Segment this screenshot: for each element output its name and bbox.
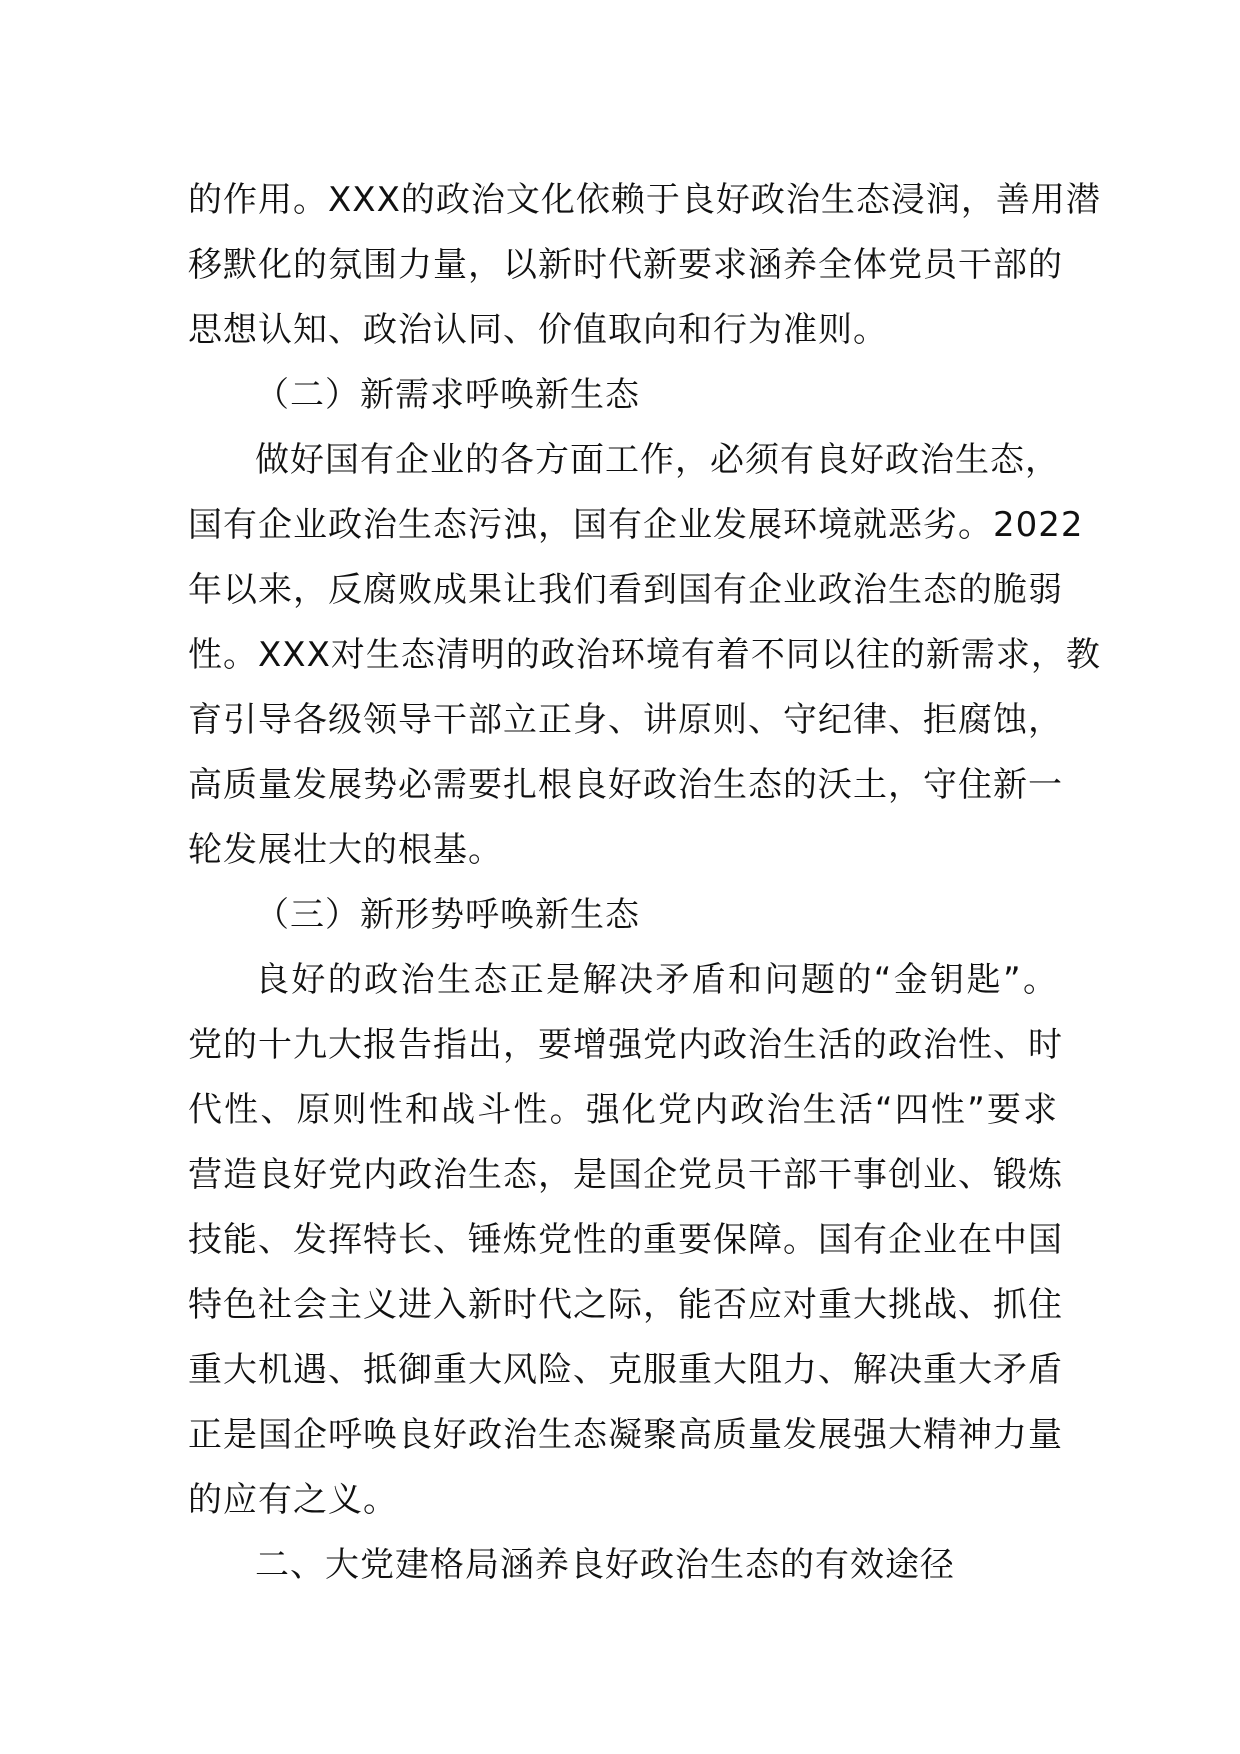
text-line: 高质量发展势必需要扎根良好政治生态的沃土，守住新一 bbox=[188, 765, 1063, 805]
section-heading bbox=[188, 1533, 1058, 1598]
text-line: 特色社会主义进入新时代之际，能否应对重大挑战、抓住 bbox=[188, 1285, 1063, 1325]
paragraph bbox=[188, 428, 1101, 883]
text-line: 移默化的氛围力量，以新时代新要求涵养全体党员干部的 bbox=[188, 245, 1063, 285]
text-line: 的应有之义。 bbox=[188, 1480, 398, 1520]
subheading-text: （三）新形势呼唤新生态 bbox=[255, 895, 640, 935]
text-line: 育引导各级领导干部立正身、讲原则、守纪律、拒腐蚀， bbox=[188, 700, 1063, 740]
text-line: 重大机遇、抵御重大风险、克服重大阻力、解决重大矛盾 bbox=[188, 1350, 1063, 1390]
text-line: 思想认知、政治认同、价值取向和行为准则。 bbox=[188, 310, 888, 350]
document-body bbox=[188, 168, 1101, 1598]
text-line: 营造良好党内政治生态，是国企党员干部干事创业、锻炼 bbox=[188, 1155, 1063, 1195]
section-subheading bbox=[188, 883, 1058, 948]
heading-text: 二、大党建格局涵养良好政治生态的有效途径 bbox=[255, 1545, 955, 1585]
text-line: 国有企业政治生态污浊，国有企业发展环境就恶劣。2022 bbox=[188, 505, 1084, 545]
paragraph-continued bbox=[188, 168, 1101, 363]
section-subheading bbox=[188, 363, 1058, 428]
text-line: 党的十九大报告指出，要增强党内政治生活的政治性、时 bbox=[188, 1025, 1063, 1065]
text-line: 良好的政治生态正是解决矛盾和问题的“金钥匙”。 bbox=[255, 960, 1058, 1000]
text-line: 正是国企呼唤良好政治生态凝聚高质量发展强大精神力量 bbox=[188, 1415, 1063, 1455]
paragraph bbox=[188, 948, 1063, 1533]
subheading-text: （二）新需求呼唤新生态 bbox=[255, 375, 640, 415]
text-line: 的作用。XXX的政治文化依赖于良好政治生态浸润，善用潜 bbox=[188, 180, 1101, 220]
text-line: 做好国有企业的各方面工作，必须有良好政治生态， bbox=[255, 440, 1060, 480]
text-line: 轮发展壮大的根基。 bbox=[188, 830, 503, 870]
text-line: 性。XXX对生态清明的政治环境有着不同以往的新需求，教 bbox=[188, 635, 1101, 675]
text-line: 代性、原则性和战斗性。强化党内政治生活“四性”要求 bbox=[188, 1090, 1058, 1130]
text-line: 技能、发挥特长、锤炼党性的重要保障。国有企业在中国 bbox=[188, 1220, 1063, 1260]
text-line: 年以来，反腐败成果让我们看到国有企业政治生态的脆弱 bbox=[188, 570, 1063, 610]
